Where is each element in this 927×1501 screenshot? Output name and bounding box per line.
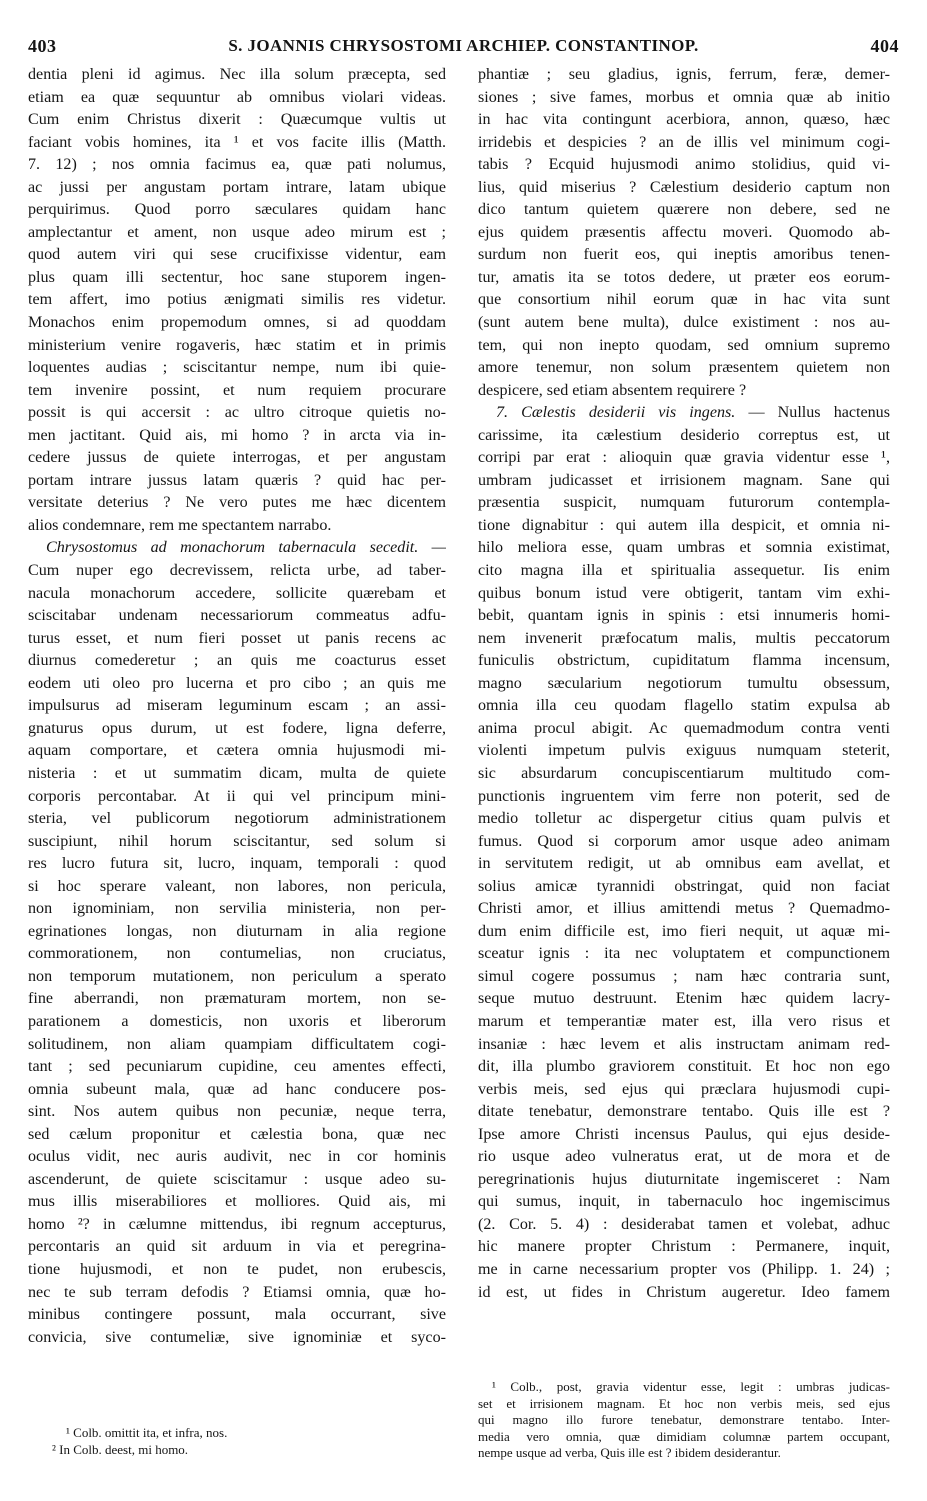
right-footnote-line: nempe usque ad verba, Quis ille est ? ibidem desiderantur. xyxy=(478,1445,781,1460)
right-column-line: Ipse amore Christi incensus Paulus, qui ejus deside- xyxy=(478,1125,890,1143)
right-column-line: ejus quidem præsentis affectu moveri. Quomodo ab- xyxy=(478,223,890,241)
right-column-line: medio tolletur ac dispergetur citius quam pulvis et xyxy=(478,810,890,828)
left-column-line: loquentes audias ; sciscitantur nempe, num ibi quie- xyxy=(28,359,446,377)
left-column-line: plus quam illi sectentur, hoc sane stuporem ingen- xyxy=(28,268,446,286)
right-column-line: hic manere propter Christum : Permanere, inquit, xyxy=(478,1238,890,1256)
left-column-line: tant ; sed pecuniarum cupidine, ceu amentes effecti, xyxy=(28,1058,446,1076)
right-column-line: que consortium nihil eorum quæ in hac vita sunt xyxy=(478,291,890,309)
left-column-line: commorationem, non contumelias, non cruciatus, xyxy=(28,945,446,963)
left-column-line: convicia, sive contumeliæ, sive ignominiæ et syco- xyxy=(28,1328,446,1346)
left-column-line: alios condemnare, rem me spectantem narrabo. xyxy=(28,516,332,534)
right-column-line: amore tenemur, non solum præsentem quietem non xyxy=(478,359,890,377)
right-column-line: corripi par erat : alioquin quæ gravia videntur esse ¹, xyxy=(478,449,890,467)
left-column-line: percontaris an quid sit arduum in via et peregrina- xyxy=(28,1238,446,1256)
left-column-line: steria, vel publicorum negotiorum administrationem xyxy=(28,810,446,828)
left-column-line: mus illis miserabiliores et molliores. Quid ais, mi xyxy=(28,1193,446,1211)
right-column-line: hilo meliora esse, quam umbras et somnia existimat, xyxy=(478,539,890,557)
right-column-line: irridebis et despicies ? an de illis vel minimum cogi- xyxy=(478,133,890,151)
right-column-line: insaniæ : hæc levem et alis instructam animam red- xyxy=(478,1035,890,1053)
left-column-line: sed cælum proponitur et cælestia bona, quæ nec xyxy=(28,1125,446,1143)
right-column-line: præsentia suspicit, numquam futurorum contempla- xyxy=(478,494,890,512)
left-column-line: tem affert, imo potius ænigmati similis res videtur. xyxy=(28,291,446,309)
right-column-line: Christi amor, et illius amittendi metus ? Quemadmo- xyxy=(478,900,890,918)
right-column-line: anima procul abigit. Ac quemadmodum contra venti xyxy=(478,719,890,737)
right-column-line: in hac vita contingunt acerbiora, annon, quæso, hæc xyxy=(478,111,890,129)
left-column-line: impulsurus ad miseram leguminum escam ; an assi- xyxy=(28,697,446,715)
left-column-line: possit is qui accersit : ac ultro citroque quietis no- xyxy=(28,404,446,422)
running-title: S. JOANNIS CHRYSOSTOMI ARCHIEP. CONSTANTINOP. xyxy=(228,36,699,55)
left-column-line: tione hujusmodi, et non te pudet, non erubescis, xyxy=(28,1260,446,1278)
right-column-line: sic absurdarum concupiscentiarum multitudo com- xyxy=(478,764,890,782)
section-heading: 7. Cælestis desiderii vis ingens. xyxy=(496,404,736,422)
left-column-line: perquirimus. Quod porro sæculares quidam hanc xyxy=(28,201,446,219)
right-column-line: punctionis ingruentem vim ferre non poterit, sed de xyxy=(478,787,890,805)
right-column-line: dum enim difficile est, imo fieri nequit, ut aquæ mi- xyxy=(478,922,890,940)
left-column-line: etiam ea quæ sequuntur ab omnibus violari videas. xyxy=(28,88,446,106)
right-column-line: in servitutem redigit, ut ab omnibus eam avellat, et xyxy=(478,855,890,873)
right-footnote-line: qui magno illo furore tenebatur, demonstrare tentabo. Inter- xyxy=(478,1412,890,1427)
right-column-line: omnia illa ceu quodam flagello statim expulsa ab xyxy=(478,697,890,715)
left-page-number: 403 xyxy=(28,36,57,56)
left-column-line: parationem a domesticis, non uxoris et liberorum xyxy=(28,1012,446,1030)
left-column-line: oculus vidit, nec auris audivit, nec in cor hominis xyxy=(28,1148,446,1166)
right-column-line: funiculis obstrictum, cupiditatum flamma incensum, xyxy=(478,652,890,670)
left-column-line: Monachos enim propemodum omnes, si ad quoddam xyxy=(28,314,446,332)
right-column-line: bebit, quantam ignis in spinis : etsi innumeris homi- xyxy=(478,607,890,625)
right-column-line: siones ; sive fames, morbus et omnia quæ ab initio xyxy=(478,88,890,106)
right-column-line: nem invenerit præfocatum malis, multis peccatorum xyxy=(478,629,890,647)
left-column-line: nacula monachorum accedere, sollicite quærebam et xyxy=(28,584,446,602)
left-footnotes xyxy=(52,1425,432,1458)
left-column-line: fine aberrandi, non præmaturam mortem, non se- xyxy=(28,990,446,1008)
left-column-line: gnaturus opus durum, ut est fodere, ligna deferre, xyxy=(28,719,446,737)
left-column-line: ascenderunt, de quiete sciscitamur : usque adeo su- xyxy=(28,1170,446,1188)
left-column-line: non temporum mutationem, non periculum a sperato xyxy=(28,967,446,985)
right-page-number: 404 xyxy=(870,36,899,56)
left-column-line: si hoc sperare valeant, non labores, non pericula, xyxy=(28,877,446,895)
left-column-line: minibus contingere possunt, mala occurrant, sive xyxy=(28,1306,446,1324)
left-column-line: sint. Nos autem quibus non pecuniæ, neque terra, xyxy=(28,1103,446,1121)
left-column-line: 7. 12) ; nos omnia facimus ea, quæ pati nolumus, xyxy=(28,156,446,174)
left-column-line: eodem uti oleo pro lucerna et pro cibo ; an quis me xyxy=(28,674,446,692)
left-column-line: egrinationes longas, non diuturnam in alia regione xyxy=(28,922,446,940)
left-footnote-line: ¹ Colb. omittit ita, et infra, nos. xyxy=(66,1425,228,1440)
left-column-line: Chrysostomus ad monachorum tabernacula secedit. — xyxy=(46,539,446,557)
right-column-line: (2. Cor. 5. 4) : desiderabat tamen et volebat, adhuc xyxy=(478,1215,890,1233)
left-column-line: non ignominiam, non servilia ministeria, non per- xyxy=(28,900,446,918)
right-column-line: id est, ut fides in Christum augeretur. Ideo famem xyxy=(478,1283,890,1301)
right-column-line: umbram judicasset et irrisionem magnam. Sane qui xyxy=(478,471,890,489)
left-column-line: sciscitabar undenam necessariorum commeatus adfu- xyxy=(28,607,446,625)
right-column-line: carissime, ita cælestium desiderio correptus est, ut xyxy=(478,426,890,444)
right-footnote-line: set et irrisionem magnam. Et hoc non verbis meis, sed ejus xyxy=(478,1395,890,1411)
left-column-line: dentia pleni id agimus. Nec illa solum præcepta, sed xyxy=(28,66,446,83)
left-column-line: versitate deterius ? Ne vero putes me hæc dicentem xyxy=(28,494,446,512)
right-column-line: solius amicæ tyrannidi obstringat, quid non faciat xyxy=(478,877,890,895)
left-column-line: suscipiunt, nihil horum sciscitantur, sed solum si xyxy=(28,832,446,850)
right-column-line: magno sæcularium negotiorum tumultu obsessum, xyxy=(478,674,890,692)
right-column-line: seque mutuo destruunt. Etenim hæc quidem lacry- xyxy=(478,990,890,1008)
right-column-line: tem, qui non inepto quodam, sed omnium supremo xyxy=(478,336,890,354)
right-column-line: fumus. Quod si corporum amor usque adeo animam xyxy=(478,832,890,850)
left-column-line: tem invenire possint, et num requiem procurare xyxy=(28,381,446,399)
right-column-line: verbis meis, sed ejus qui præclara hujusmodi cupi- xyxy=(478,1080,890,1098)
right-column-line: qui sumus, inquit, in tabernaculo hoc ingemiscimus xyxy=(478,1193,890,1211)
right-column-line: (sunt autem bene multa), dulce existiment : nos au- xyxy=(478,314,890,332)
right-column-line: lius, quid miserius ? Cælestium desiderio captum non xyxy=(478,178,890,196)
right-column-line: peregrinationis hujus diuturnitate ingemisceret : Nam xyxy=(478,1170,890,1188)
right-footnote-line: media vero omnia, quæ dimidiam columnæ partem occupant, xyxy=(478,1428,890,1444)
left-column-line: faciant vobis homines, ita ¹ et vos facite illis (Matth. xyxy=(28,133,446,151)
right-column-line: quibus bonum istud vere obtigerit, tantam vim exhi- xyxy=(478,584,890,602)
left-text-column xyxy=(28,64,446,1349)
right-column-line: 7. Cælestis desiderii vis ingens. — Nullus hactenus xyxy=(496,404,890,422)
right-column-line: cito magna illa et spiritualia assequetur. Iis enim xyxy=(478,562,890,580)
left-column-line: homo ²? in cælumne mittendus, ibi regnum accepturus, xyxy=(28,1215,446,1233)
left-column-line: corporis percontabar. At ii qui vel principum mini- xyxy=(28,787,446,805)
running-header xyxy=(28,36,899,60)
left-column-line: nec te sub terram defodis ? Etiamsi omnia, quæ ho- xyxy=(28,1283,446,1301)
left-column-line: aquam comportare, et cætera omnia hujusmodi mi- xyxy=(28,742,446,760)
right-column-line: surdum non fuerit eos, qui ineptis amoribus tenen- xyxy=(478,246,890,264)
right-column-line: ditate tenebatur, demonstrare tentabo. Quis ille est ? xyxy=(478,1103,890,1121)
right-column-line: tur, amatis ita se totos dedere, ut præter eos eorum- xyxy=(478,268,890,286)
right-column-line: despicere, sed etiam absentem requirere ? xyxy=(478,381,747,399)
right-text-column xyxy=(478,64,890,1304)
right-column-line: phantiæ ; seu gladius, ignis, ferrum, feræ, demer- xyxy=(478,66,890,83)
left-column-line: men jactitant. Quid ais, mi homo ? in arcta via in- xyxy=(28,426,446,444)
right-footnote-line: ¹ Colb., post, gravia videntur esse, legit : umbras judicas- xyxy=(492,1379,890,1394)
left-column-line: quod autem viri qui sese crucifixisse videntur, eam xyxy=(28,246,446,264)
right-column-line: tione dignabitur : qui autem illa despicit, et omnia ni- xyxy=(478,516,890,534)
left-column-line: ac jussi per angustam portam intrare, latam ubique xyxy=(28,178,446,196)
right-column-line: dit, illa plumbo graviorem constituit. Et hoc non ego xyxy=(478,1058,890,1076)
right-column-line: dico tantum quietem quærere non debere, sed ne xyxy=(478,201,890,219)
right-column-line: tabis ? Ecquid hujusmodi animo stolidius, quid vi- xyxy=(478,156,890,174)
right-footnotes xyxy=(478,1379,890,1462)
right-column-line: simul cogere possumus ; nam hæc contraria sunt, xyxy=(478,967,890,985)
left-column-line: diurnus comederetur ; an quis me coacturus esset xyxy=(28,652,446,670)
right-column-line: sceatur ignis : ita nec voluptatem et compunctionem xyxy=(478,945,890,963)
left-column-line: Cum enim Christus dixerit : Quæcumque vultis ut xyxy=(28,111,446,129)
left-column-line: turus esset, et num fieri posset ut panis recens ac xyxy=(28,629,446,647)
left-column-line: portam intrare jussus latam quæris ? quid hac per- xyxy=(28,471,446,489)
left-column-line: nisteria : et ut summatim dicam, multa de quiete xyxy=(28,764,446,782)
right-column-line: marum et temperantiæ mater est, illa vero risus et xyxy=(478,1012,890,1030)
left-column-line: Cum nuper ego decrevissem, relicta urbe, ad taber- xyxy=(28,562,446,580)
left-column-line: omnia subeunt mala, quæ ad hanc conducere pos- xyxy=(28,1080,446,1098)
left-column-line: cedere jussus de quiete interrogas, et per angustam xyxy=(28,449,446,467)
right-column-line: rio usque adeo vulneratus erat, ut de mora et de xyxy=(478,1148,890,1166)
left-column-line: ministerium venire rogaveris, hæc statim et in primis xyxy=(28,336,446,354)
right-column-line: violenti impetum pulvis exiguus numquam steterit, xyxy=(478,742,890,760)
left-column-line: res lucro futura sit, lucro, inquam, temporali : quod xyxy=(28,855,446,873)
left-footnote-line: ² In Colb. deest, mi homo. xyxy=(52,1441,189,1457)
left-column-line: solitudinem, non aliam quampiam difficultatem cogi- xyxy=(28,1035,446,1053)
right-column-line: me in carne necessarium propter vos (Philipp. 1. 24) ; xyxy=(478,1260,890,1278)
left-column-line: amplectantur et ament, non usque adeo mirum est ; xyxy=(28,223,446,241)
